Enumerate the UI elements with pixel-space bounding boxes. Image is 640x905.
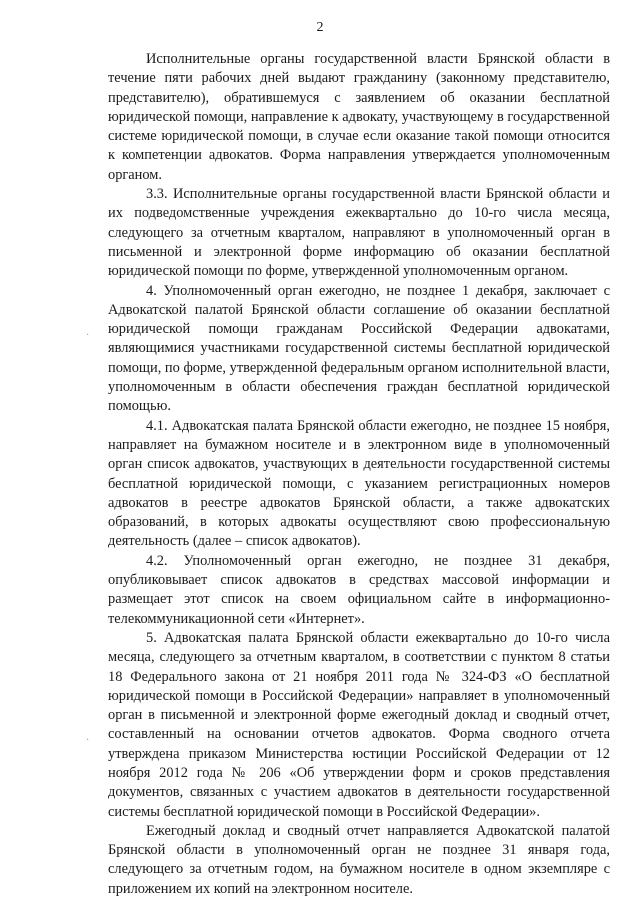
page-number: 2 [316, 20, 324, 35]
document-body [108, 50, 610, 899]
paragraph-4-1: 4.1. Адвокатская палата Брянской области ежегодно, не позднее 15 ноября, направляет на бумажном носителе и в электронном виде в уполномоченный орган список адвокатов, участвующих в деятельности государственной системы бесплатной юридической помощи, с указанием регистрационных номеров адвокатов в реестре адвокатов Брянской области, а также адвокатских образований, в которых адвокаты осуществляют свою профессиональную деятельность (далее – список адвокатов). [108, 417, 610, 550]
margin-mark: · [86, 735, 90, 746]
paragraph-4: 4. Уполномоченный орган ежегодно, не позднее 1 декабря, заключает с Адвокатской палатой Брянской области соглашение об оказании бесплатной юридической помощи гражданам Российской Федерации адвокатами, являющимися участниками государственной системы бесплатной юридической помощи, по форме, утвержденной федеральным органом исполнительной власти, уполномоченным в области обеспечения граждан бесплатной юридической помощью. [108, 282, 610, 415]
paragraph-5: 5. Адвокатская палата Брянской области ежеквартально до 10-го числа месяца, следующего за отчетным кварталом, в соответствии с пунктом 8 статьи 18 Федерального закона от 21 ноября 2011 года № 324-ФЗ «О бесплатной юридической помощи в Российской Федерации» направляет в уполномоченный орган в письменной и электронной форме ежегодный доклад и сводный отчет, составленный на основании отчетов адвокатов. Форма сводного отчета утверждена приказом Министерства юстиции Российской Федерации от 12 ноября 2012 года № 206 «Об утверждении форм и сроков представления документов, связанных с участием адвокатов в деятельности государственной системы бесплатной юридической помощи в Российской Федерации». [108, 629, 610, 820]
margin-mark: · [86, 330, 90, 341]
paragraph-issue-referral: Исполнительные органы государственной власти Брянской области в течение пяти рабочих дней выдают гражданину (законному представителю, представителю), обратившемуся с заявлением об оказании бесплатной юридической помощи, направление к адвокату, участвующему в государственной системе юридической помощи, в случае если оказание такой помощи относится к компетенции адвокатов. Форма направления утверждается уполномоченным органом. [108, 51, 610, 183]
paragraph-4-2: 4.2. Уполномоченный орган ежегодно, не позднее 31 декабря, опубликовывает список адвокатов в средствах массовой информации и размещает этот список на своем официальном сайте в информационно-телекоммуникационной сети «Интернет». [108, 552, 610, 627]
paragraph-3-3: 3.3. Исполнительные органы государственной власти Брянской области и их подведомственные учреждения ежеквартально до 10-го числа месяца, следующего за отчетным кварталом, направляют в уполномоченный орган в письменной и электронной форме информацию об оказании бесплатной юридической помощи по форме, утвержденной уполномоченным органом. [108, 186, 610, 280]
paragraph-annual-report: Ежегодный доклад и сводный отчет направляется Адвокатской палатой Брянской области в уполномоченный орган не позднее 31 января года, следующего за отчетным годом, на бумажном носителе в одном экземпляре с приложением их копий на электронном носителе. [108, 822, 610, 897]
